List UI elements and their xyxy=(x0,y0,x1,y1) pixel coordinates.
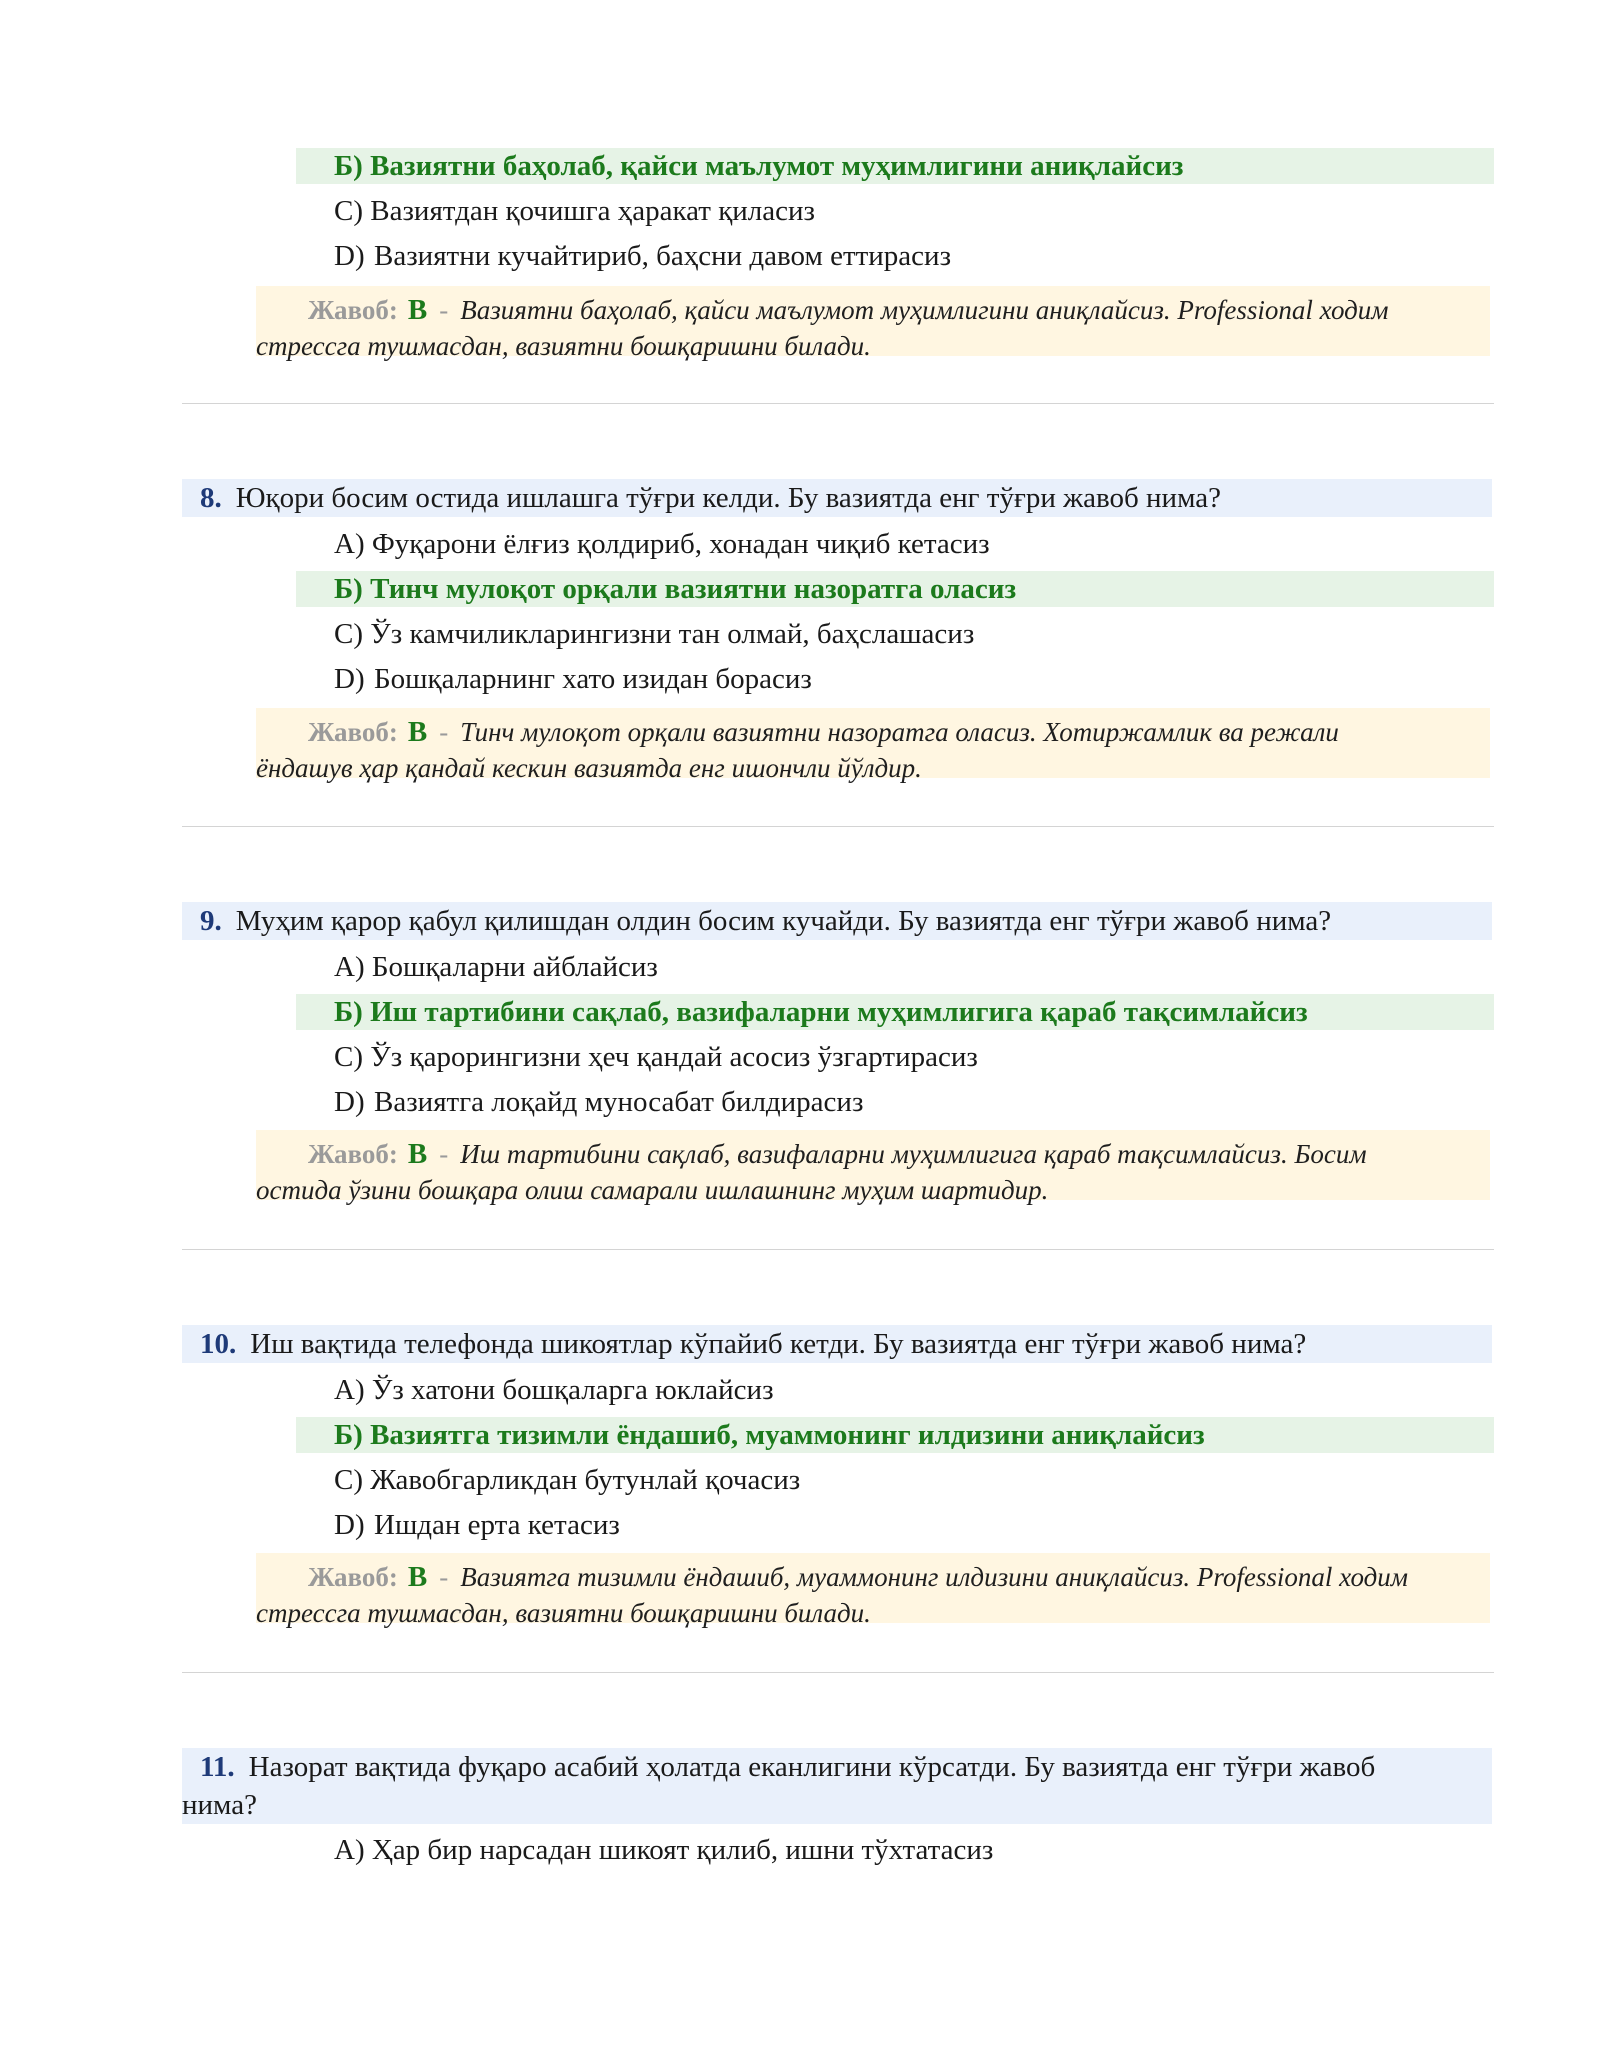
question-10 xyxy=(182,1325,1492,1363)
option-letter: D) xyxy=(334,1086,365,1118)
question-number: 9. xyxy=(200,905,222,937)
answer-label: Жавоб: xyxy=(308,717,398,747)
answer-explanation-line1: Тинч мулоқот орқали вазиятни назоратга оласиз. Хотиржамлик ва режали xyxy=(460,717,1339,747)
option-d xyxy=(334,238,951,274)
question-text: Муҳим қарор қабул қилишдан олдин босим кучайди. Бу вазиятда енг тўғри жавоб нима? xyxy=(235,905,1332,937)
question-9 xyxy=(182,902,1492,940)
answer-box xyxy=(256,286,1490,361)
answer-label: Жавоб: xyxy=(308,1139,398,1169)
answer-box xyxy=(256,708,1490,783)
question-text: Юқори босим остида ишлашга тўғри келди. Бу вазиятда енг тўғри жавоб нима? xyxy=(235,482,1221,514)
answer-explanation-line2: стрессга тушмасдан, вазиятни бошқаришни билади. xyxy=(256,331,871,361)
answer-label: Жавоб: xyxy=(308,295,398,325)
question-8 xyxy=(182,479,1492,517)
option-d xyxy=(334,661,812,697)
divider xyxy=(182,1249,1494,1250)
answer-box xyxy=(256,1553,1490,1628)
answer-key: B xyxy=(407,294,428,326)
answer-dash: - xyxy=(439,295,449,325)
divider xyxy=(182,826,1494,827)
option-correct: Б) Тинч мулоқот орқали вазиятни назоратга оласиз xyxy=(296,571,1494,607)
answer-explanation-line2: стрессга тушмасдан, вазиятни бошқаришни билади. xyxy=(256,1598,871,1628)
divider xyxy=(182,403,1494,404)
divider xyxy=(182,1672,1494,1673)
answer-explanation-line1: Вазиятга тизимли ёндашиб, муаммонинг илдизини аниқлайсиз. Professional ходим xyxy=(460,1562,1409,1592)
answer-dash: - xyxy=(439,1562,449,1592)
option-a: А) Бошқаларни айблайсиз xyxy=(334,951,658,983)
answer-key: B xyxy=(407,1138,428,1170)
option-d xyxy=(334,1084,863,1120)
answer-dash: - xyxy=(439,1139,449,1169)
answer-box xyxy=(256,1130,1490,1205)
answer-key: B xyxy=(407,1561,428,1593)
question-text: Иш вақтида телефонда шикоятлар кўпайиб кетди. Бу вазиятда енг тўғри жавоб нима? xyxy=(250,1328,1307,1360)
option-letter: D) xyxy=(334,1509,365,1541)
option-c: C) Ўз камчиликларингизни тан олмай, баҳслашасиз xyxy=(334,618,975,650)
option-d xyxy=(334,1507,620,1543)
answer-explanation-line2: ёндашув ҳар қандай кескин вазиятда енг ишончли йўлдир. xyxy=(256,753,922,783)
option-correct: Б) Иш тартибини сақлаб, вазифаларни муҳимлигига қараб тақсимлайсиз xyxy=(296,994,1494,1030)
answer-explanation-line2: остида ўзини бошқара олиш самарали ишлашнинг муҳим шартидир. xyxy=(256,1175,1049,1205)
option-c: C) Ўз қарорингизни ҳеч қандай асосиз ўзгартирасиз xyxy=(334,1041,978,1073)
option-letter: D) xyxy=(334,240,365,272)
option-a: А) Ҳар бир нарсадан шикоят қилиб, ишни тўхтатасиз xyxy=(334,1834,994,1866)
option-text: Ишдан ерта кетасиз xyxy=(374,1509,620,1541)
answer-explanation-line1: Вазиятни баҳолаб, қайси маълумот муҳимлигини аниқлайсиз. Professional ходим xyxy=(460,295,1389,325)
option-c: C) Жавобгарликдан бутунлай қочасиз xyxy=(334,1464,801,1496)
question-number: 8. xyxy=(200,482,222,514)
option-c: C) Вазиятдан қочишга ҳаракат қиласиз xyxy=(334,195,815,227)
option-text: Бошқаларнинг хато изидан борасиз xyxy=(374,663,812,695)
answer-label: Жавоб: xyxy=(308,1562,398,1592)
option-text: Вазиятни кучайтириб, баҳсни давом еттирасиз xyxy=(374,240,952,272)
question-11 xyxy=(182,1748,1492,1824)
option-a: А) Ўз хатони бошқаларга юклайсиз xyxy=(334,1374,774,1406)
answer-explanation-line1: Иш тартибини сақлаб, вазифаларни муҳимлигига қараб тақсимлайсиз. Босим xyxy=(460,1139,1367,1169)
answer-key: B xyxy=(407,716,428,748)
question-text-line2: нима? xyxy=(182,1789,257,1821)
option-correct: Б) Вазиятни баҳолаб, қайси маълумот муҳимлигини аниқлайсиз xyxy=(296,148,1494,184)
question-text-line1: Назорат вақтида фуқаро асабий ҳолатда еканлигини кўрсатди. Бу вазиятда енг тўғри жавоб xyxy=(248,1751,1376,1783)
option-letter: D) xyxy=(334,663,365,695)
answer-dash: - xyxy=(439,717,449,747)
question-number: 11. xyxy=(200,1751,235,1783)
option-correct: Б) Вазиятга тизимли ёндашиб, муаммонинг илдизини аниқлайсиз xyxy=(296,1417,1494,1453)
option-text: Вазиятга лоқайд муносабат билдирасиз xyxy=(374,1086,864,1118)
option-a: А) Фуқарони ёлғиз қолдириб, хонадан чиқиб кетасиз xyxy=(334,528,990,560)
question-number: 10. xyxy=(200,1328,237,1360)
